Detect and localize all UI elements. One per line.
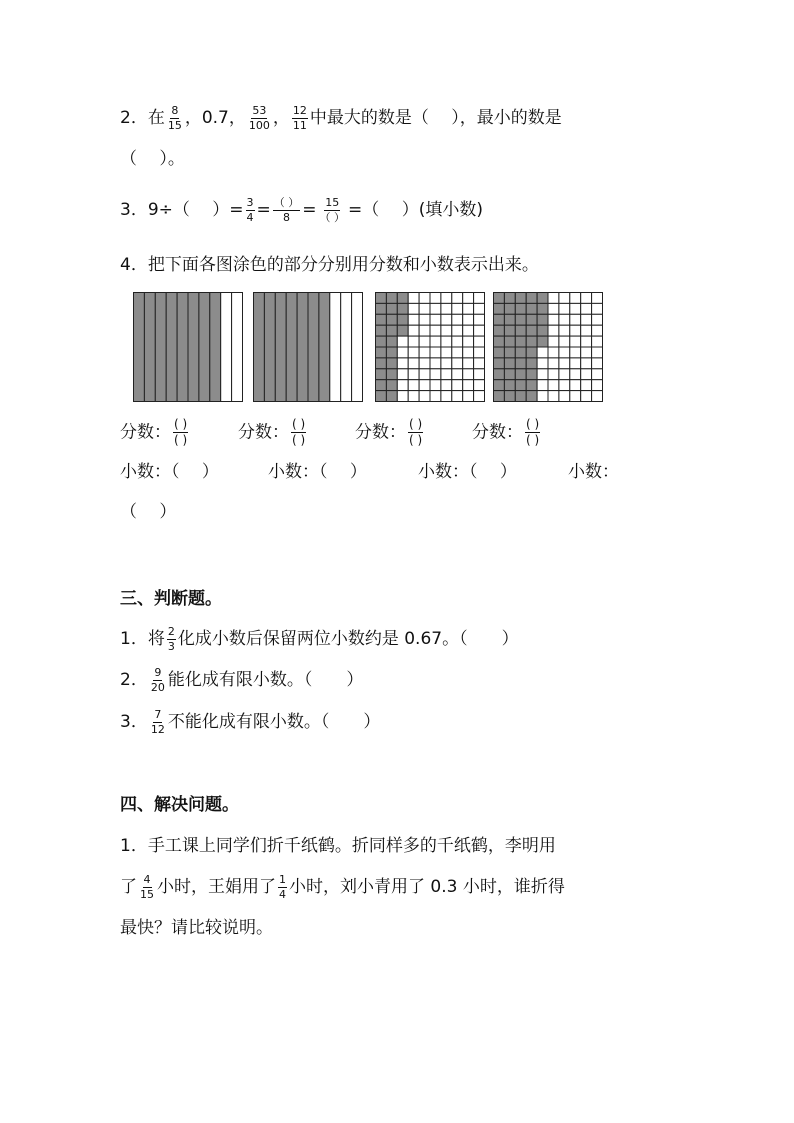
blank-cell [559,303,570,314]
blank-strip [232,293,243,402]
shaded-strip [264,293,275,402]
shaded-cell [386,391,397,402]
fraction: $\frac{3}{4}$ [246,195,254,224]
blank-cell [537,380,548,391]
fraction: $\frac{2}{3}$ [167,624,175,653]
fraction-blank: $\frac{( )}{( )}$ [409,417,423,447]
shaded-cell [526,293,537,304]
blank-cell [419,293,430,304]
strip-figure-2 [253,292,363,402]
blank-cell [581,336,592,347]
blank-cell [441,314,452,325]
shaded-cell [504,347,515,358]
blank-cell [419,369,430,380]
blank-cell [537,369,548,380]
shaded-cell [515,391,526,402]
blank-cell [430,314,441,325]
shaded-cell [494,391,505,402]
blank-cell [408,347,419,358]
shaded-cell [494,314,505,325]
blank-cell [592,325,603,336]
shaded-cell [376,380,387,391]
blank-cell [463,325,474,336]
blank-cell [581,358,592,369]
blank-cell [474,293,485,304]
blank-cell [463,391,474,402]
shaded-cell [537,303,548,314]
blank-cell [430,293,441,304]
shaded-cell [526,303,537,314]
shaded-cell [376,369,387,380]
blank-strip [352,293,363,402]
grid-figure-4 [493,292,603,402]
blank-cell [570,293,581,304]
blank-cell [474,347,485,358]
blank-cell [463,336,474,347]
shaded-cell [376,314,387,325]
decimal-answer-2: 小数：（ ） [268,462,367,482]
blank-cell [581,369,592,380]
shaded-cell [526,369,537,380]
shaded-strip [308,293,319,402]
fraction-blank: $\frac{( )}{( )}$ [174,417,188,447]
blank-cell [419,303,430,314]
blank-cell [419,380,430,391]
shaded-strip [166,293,177,402]
question-2-continued: （ ）。 [120,149,185,169]
shaded-cell [515,369,526,380]
blank-cell [452,369,463,380]
fraction: $\frac{12}{11}$ [292,103,307,132]
shaded-cell [494,303,505,314]
blank-cell [463,358,474,369]
blank-cell [408,336,419,347]
shaded-cell [537,336,548,347]
blank-cell [397,347,408,358]
shaded-cell [515,293,526,304]
shaded-cell [386,358,397,369]
blank-cell [397,391,408,402]
blank-cell [452,380,463,391]
blank-cell [559,391,570,402]
shaded-cell [494,358,505,369]
shaded-cell [386,347,397,358]
shaded-cell [376,347,387,358]
shaded-cell [537,325,548,336]
blank-cell [581,380,592,391]
blank-cell [559,347,570,358]
blank-cell [397,369,408,380]
shaded-strip [177,293,188,402]
shaded-cell [386,325,397,336]
fraction-blank: $\frac{( )}{( )}$ [292,417,306,447]
blank-cell [548,358,559,369]
shaded-strip [254,293,265,402]
shaded-cell [386,314,397,325]
shaded-cell [386,293,397,304]
blank-cell [570,347,581,358]
blank-cell [592,347,603,358]
blank-cell [408,358,419,369]
shaded-cell [386,380,397,391]
blank-cell [581,303,592,314]
fraction-answer-2: 分数： $\frac{( )}{( )}$ [238,417,306,447]
blank-cell [452,347,463,358]
blank-cell [592,303,603,314]
question-3: 3．9÷（ ）= $\frac{3}{4}$ = $\frac{( )}{8}$ = $\frac{15}{( )}$ =（ ）(填小数) [120,195,483,224]
blank-cell [570,391,581,402]
blank-cell [581,391,592,402]
blank-cell [537,347,548,358]
shaded-strip [188,293,199,402]
blank-cell [419,336,430,347]
shaded-cell [515,347,526,358]
shaded-cell [504,314,515,325]
blank-cell [452,293,463,304]
blank-cell [570,380,581,391]
blank-cell [474,336,485,347]
grid-figure-3 [375,292,485,402]
blank-cell [452,336,463,347]
blank-cell [430,325,441,336]
blank-cell [474,380,485,391]
shaded-strip [144,293,155,402]
blank-cell [548,293,559,304]
shaded-cell [376,336,387,347]
shaded-strip [319,293,330,402]
blank-cell [430,391,441,402]
shaded-cell [515,325,526,336]
blank-cell [430,336,441,347]
shaded-cell [376,358,387,369]
blank-cell [397,380,408,391]
blank-cell [430,303,441,314]
blank-cell [408,391,419,402]
blank-cell [430,380,441,391]
blank-strip [330,293,341,402]
shaded-cell [397,303,408,314]
blank-cell [408,303,419,314]
blank-cell [559,325,570,336]
judge-item-2: 2． $\frac{9}{20}$ 能化成有限小数。（ ） [120,665,364,694]
blank-cell [581,325,592,336]
fraction: $\frac{( )}{8}$ [273,195,300,224]
judge-item-3: 3． $\frac{7}{12}$ 不能化成有限小数。（ ） [120,707,381,736]
shaded-cell [537,314,548,325]
question-2: 2．在 $\frac{8}{15}$ ，0.7， $\frac{53}{100}$ ， $\frac{12}{11}$ 中最大的数是（ ），最小的数是 [120,103,562,132]
shaded-cell [397,325,408,336]
blank-cell [559,380,570,391]
blank-cell [581,314,592,325]
shaded-strip [275,293,286,402]
blank-cell [548,347,559,358]
shaded-cell [494,369,505,380]
blank-cell [570,325,581,336]
blank-cell [592,314,603,325]
fraction: $\frac{53}{100}$ [248,103,270,132]
problem-1-line-2: 了 $\frac{4}{15}$ 小时，王娟用了 $\frac{1}{4}$ 小时，刘小青用了 0.3 小时，谁折得 [120,872,565,901]
blank-cell [581,347,592,358]
decimal-answer-4-label: 小数： [568,462,619,482]
shaded-cell [526,314,537,325]
shaded-cell [526,358,537,369]
shaded-cell [386,303,397,314]
blank-cell [408,325,419,336]
blank-cell [419,391,430,402]
blank-cell [430,358,441,369]
decimal-answer-1: 小数：（ ） [120,462,219,482]
blank-cell [592,369,603,380]
blank-cell [570,358,581,369]
blank-cell [592,293,603,304]
blank-cell [397,358,408,369]
shaded-cell [494,336,505,347]
shaded-strip [286,293,297,402]
shaded-cell [526,391,537,402]
blank-cell [441,391,452,402]
blank-strip [341,293,352,402]
blank-cell [570,303,581,314]
blank-cell [537,358,548,369]
blank-cell [463,380,474,391]
blank-cell [463,369,474,380]
blank-cell [441,369,452,380]
fraction-blank: $\frac{( )}{( )}$ [526,417,540,447]
shaded-cell [504,336,515,347]
blank-cell [452,391,463,402]
blank-cell [441,325,452,336]
blank-cell [474,325,485,336]
blank-cell [548,380,559,391]
shaded-cell [386,369,397,380]
blank-cell [441,380,452,391]
blank-cell [570,314,581,325]
blank-cell [419,314,430,325]
shaded-cell [494,347,505,358]
problem-1-line-1: 1．手工课上同学们折千纸鹤。折同样多的千纸鹤，李明用 [120,836,556,856]
shaded-cell [386,336,397,347]
blank-cell [408,314,419,325]
shaded-cell [494,293,505,304]
blank-cell [408,369,419,380]
shaded-cell [397,293,408,304]
blank-cell [548,325,559,336]
blank-cell [463,293,474,304]
shaded-cell [504,293,515,304]
shaded-cell [504,391,515,402]
blank-cell [419,358,430,369]
blank-strip [221,293,232,402]
blank-cell [452,325,463,336]
shaded-cell [537,293,548,304]
shaded-strip [134,293,145,402]
shaded-cell [504,380,515,391]
shaded-cell [376,391,387,402]
shaded-cell [526,336,537,347]
decimal-answer-3: 小数：（ ） [418,462,517,482]
blank-cell [397,336,408,347]
blank-cell [548,314,559,325]
blank-cell [430,347,441,358]
blank-cell [537,391,548,402]
blank-cell [430,369,441,380]
fraction: $\frac{7}{12}$ [150,707,165,736]
shaded-cell [494,325,505,336]
blank-cell [559,358,570,369]
blank-cell [559,293,570,304]
fraction-answer-4: 分数： $\frac{( )}{( )}$ [472,417,540,447]
blank-cell [463,347,474,358]
shaded-strip [210,293,221,402]
problem-1-line-3: 最快？请比较说明。 [120,918,273,938]
shaded-cell [526,325,537,336]
shaded-cell [526,380,537,391]
blank-cell [474,391,485,402]
shaded-cell [515,380,526,391]
decimal-answer-4-blank: （ ） [120,502,177,522]
blank-cell [452,303,463,314]
strip-figure-1 [133,292,243,402]
blank-cell [419,325,430,336]
shaded-cell [515,358,526,369]
shaded-cell [515,336,526,347]
shaded-cell [515,314,526,325]
shaded-cell [526,347,537,358]
blank-cell [548,336,559,347]
blank-cell [441,358,452,369]
blank-cell [559,369,570,380]
blank-cell [592,391,603,402]
blank-cell [581,293,592,304]
blank-cell [474,369,485,380]
blank-cell [452,314,463,325]
blank-cell [408,380,419,391]
fraction-answer-3: 分数： $\frac{( )}{( )}$ [355,417,423,447]
shaded-strip [155,293,166,402]
blank-cell [463,303,474,314]
blank-cell [592,380,603,391]
fraction: $\frac{9}{20}$ [150,665,165,694]
blank-cell [419,347,430,358]
blank-cell [408,293,419,304]
blank-cell [474,358,485,369]
blank-cell [463,314,474,325]
shaded-strip [199,293,210,402]
shaded-cell [504,369,515,380]
blank-cell [452,358,463,369]
judge-item-1: 1．将 $\frac{2}{3}$ 化成小数后保留两位小数约是 0.67。（ ） [120,624,519,653]
blank-cell [441,303,452,314]
blank-cell [548,369,559,380]
shaded-cell [376,303,387,314]
question-4: 4．把下面各图涂色的部分分别用分数和小数表示出来。 [120,255,539,275]
fraction: $\frac{1}{4}$ [279,872,286,901]
shaded-cell [397,314,408,325]
shaded-cell [504,325,515,336]
fraction: $\frac{4}{15}$ [140,872,154,901]
blank-cell [548,391,559,402]
blank-cell [570,369,581,380]
blank-cell [559,336,570,347]
fraction-answer-1: 分数： $\frac{( )}{( )}$ [120,417,188,447]
blank-cell [474,303,485,314]
blank-cell [592,358,603,369]
blank-cell [592,336,603,347]
blank-cell [441,347,452,358]
blank-cell [570,336,581,347]
shaded-strip [297,293,308,402]
shaded-cell [515,303,526,314]
blank-cell [474,314,485,325]
shaded-cell [504,303,515,314]
shaded-cell [504,358,515,369]
fraction: $\frac{8}{15}$ [167,103,182,132]
blank-cell [548,303,559,314]
shaded-cell [376,325,387,336]
shaded-cell [376,293,387,304]
blank-cell [559,314,570,325]
blank-cell [441,293,452,304]
section-4-title: 四、解决问题。 [120,795,239,815]
section-3-title: 三、判断题。 [120,589,222,609]
fraction: $\frac{15}{( )}$ [319,195,346,224]
blank-cell [441,336,452,347]
shaded-cell [494,380,505,391]
